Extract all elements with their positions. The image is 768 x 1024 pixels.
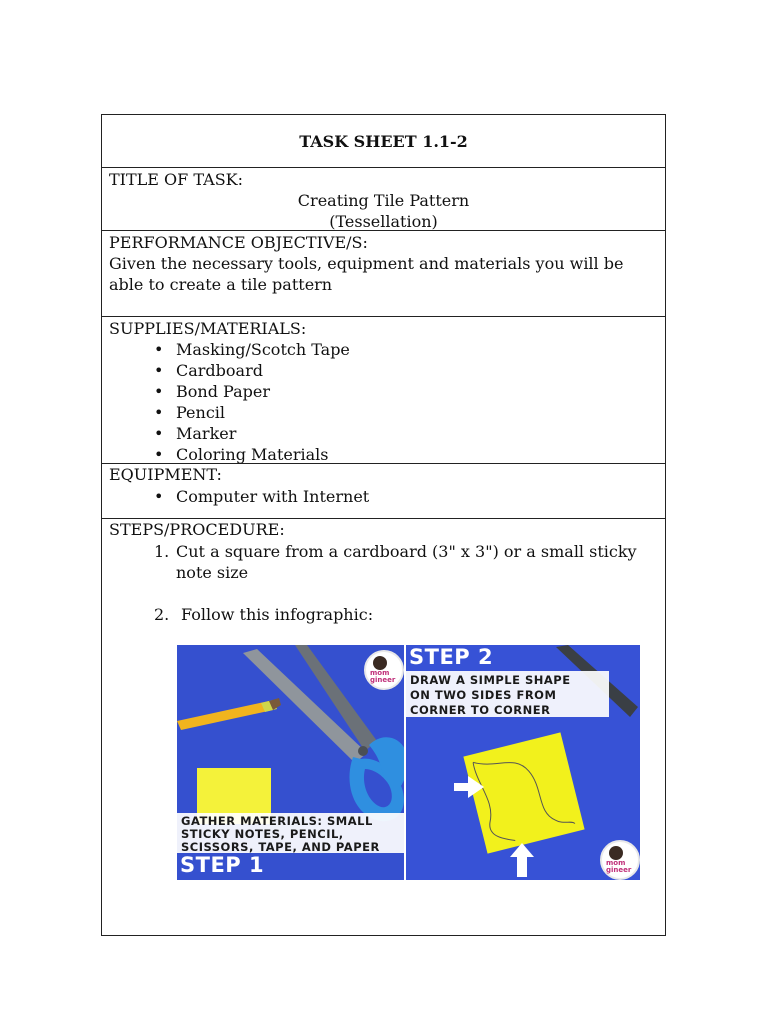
step2-caption-box	[406, 671, 609, 717]
equipment-row	[102, 464, 665, 519]
equipment-label: EQUIPMENT:	[109, 465, 222, 484]
arrow-right-icon	[454, 776, 484, 798]
task-sheet	[101, 114, 666, 936]
title-of-task-row	[102, 168, 665, 231]
step1-line1: Cut a square from a cardboard (3" x 3") or a small sticky	[176, 542, 637, 561]
bullet-icon: •	[154, 361, 164, 380]
supply-item: Cardboard	[176, 361, 263, 380]
steps-label: STEPS/PROCEDURE:	[109, 520, 285, 539]
supply-item: Pencil	[176, 403, 226, 422]
header-row	[102, 115, 665, 168]
bullet-icon: •	[154, 487, 164, 506]
infographic-image	[177, 645, 640, 880]
step2-caption-line: ON TWO SIDES FROM	[410, 688, 557, 702]
infographic-step1-panel	[177, 645, 404, 880]
task-title-line2: (Tessellation)	[329, 212, 438, 231]
supply-item: Coloring Materials	[176, 445, 329, 464]
infographic-step2-panel	[406, 645, 640, 880]
supply-item: Marker	[176, 424, 237, 443]
performance-objective-label: PERFORMANCE OBJECTIVE/S:	[109, 233, 368, 252]
step1-caption-line: SCISSORS, TAPE, AND PAPER	[181, 840, 380, 854]
step-number: 1.	[154, 542, 170, 561]
supplies-row	[102, 317, 665, 464]
page-title: TASK SHEET 1.1-2	[299, 132, 468, 151]
title-of-task-label: TITLE OF TASK:	[109, 170, 244, 189]
task-title-line1: Creating Tile Pattern	[297, 191, 470, 210]
supply-item: Bond Paper	[176, 382, 270, 401]
step-number: 2.	[154, 605, 170, 624]
performance-objective-line2: able to create a tile pattern	[109, 275, 333, 294]
arrow-up-icon	[510, 843, 534, 877]
bullet-icon: •	[154, 382, 164, 401]
step1-caption-line: STICKY NOTES, PENCIL,	[181, 827, 344, 841]
step1-caption-box	[177, 813, 404, 853]
step2-text: Follow this infographic:	[181, 605, 374, 624]
momgineer-logo: mom gineer	[364, 650, 404, 690]
supply-item: Masking/Scotch Tape	[176, 340, 350, 359]
performance-objective-line1: Given the necessary tools, equipment and materials you will be	[109, 254, 624, 273]
equipment-item: Computer with Internet	[176, 487, 370, 506]
bullet-icon: •	[154, 424, 164, 443]
momgineer-logo: mom gineer	[600, 840, 640, 880]
supplies-label: SUPPLIES/MATERIALS:	[109, 319, 307, 338]
performance-objective-row	[102, 231, 665, 317]
step1-title: STEP 1	[180, 853, 265, 877]
step1-line2: note size	[176, 563, 249, 582]
step2-caption-line: CORNER TO CORNER	[410, 703, 551, 717]
bullet-icon: •	[154, 340, 164, 359]
step2-caption-line: DRAW A SIMPLE SHAPE	[410, 673, 571, 687]
step1-caption-line: GATHER MATERIALS: SMALL	[181, 814, 373, 828]
bullet-icon: •	[154, 403, 164, 422]
step2-title: STEP 2	[409, 645, 494, 669]
bullet-icon: •	[154, 445, 164, 464]
